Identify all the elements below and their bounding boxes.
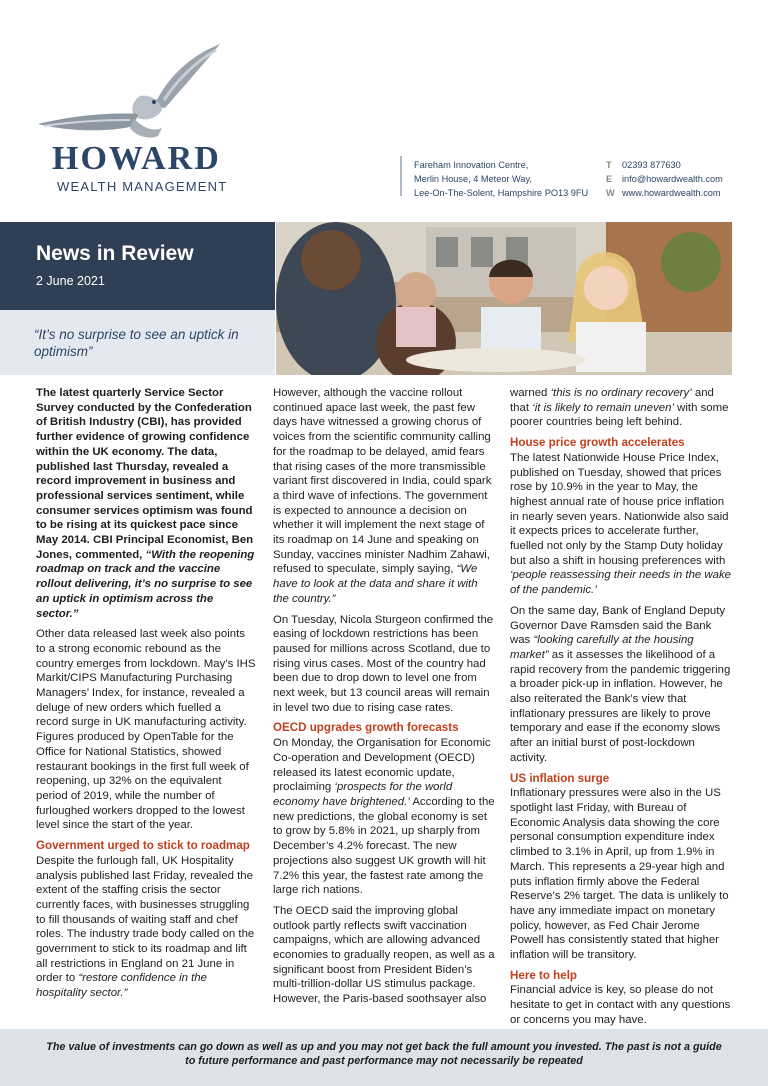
address-divider [400, 156, 402, 196]
brand-subtitle: WEALTH MANAGEMENT [57, 179, 228, 194]
paragraph-economic-rebound: Other data released last week also points to a strong economic rebound as the country emerges from lockdown. May’s IHS Markit/CIPS Manufacturing Purchasing Managers’ Index, for instance, revealed a deluge of new orders which fuelled a record surge in UK manufacturing activity. Figures produced by OpenTable for the Office for National Statistics, showed restaurant bookings in the first full week of reopening, up 32% on the equivalent period of 2019, while the number of furloughed workers dropped to the lowest level since the start of the year. [36, 628, 256, 832]
vaccine-text: However, although the vaccine rollout continued apace last week, the past few days have witnessed a growing chorus of voices from the scientific community calling for the roadmap to be delayed, amid fears that rising cases of the more transmissible variant first discovered in India, could spark a third wave of infections. The government is expected to announce a decision on whether it will implement the next stage of its roadmap on 14 June and speaking on Sunday, vaccines minister Nadhim Zahawi, refused to speculate, simply saying, [273, 387, 492, 576]
paragraph-oecd-outlook: The OECD said the improving global outlook partly reflects swift vaccination campaigns, which are allowing advanced economies to gradually reopen, as well as a significant boost from President Biden’s multi-trillion-dollar US stimulus package. However, the Paris-based soothsayer also [273, 904, 495, 1006]
brand-name: HOWARD [52, 140, 221, 177]
heading-house-prices: House price growth accelerates [510, 436, 685, 450]
page-title: News in Review [36, 242, 194, 265]
disclaimer-footer [0, 1029, 768, 1086]
paragraph-us-inflation: Inflationary pressures were also in the US spotlight last Friday, with Bureau of Economic Analysis data showing the core personal consumption expenditure index climbed to 3.1% in April, up from 1.9% in March. This represents a 29-year high and puts inflation firmly above the Federal Reserve’s 2% target. The data is unlikely to have any immediate impact on monetary policy, however, as Fed Chair Jerome Powell has consistently stated that higher inflation will be transitory. [510, 787, 729, 962]
paragraph-help: Financial advice is key, so please do not hesitate to get in contact with any questions or concerns you may have. [510, 984, 731, 1026]
warning-text-a: warned [510, 387, 548, 399]
heading-here-to-help: Here to help [510, 968, 577, 982]
contact-details [606, 158, 723, 200]
paragraph-scotland: On Tuesday, Nicola Sturgeon confirmed the easing of lockdown restrictions has been paused for millions across Scotland, due to rising virus cases. Most of the country had been due to drop down to level one from next week, but 13 council areas will remain in level two due to rising case rates. [273, 613, 494, 714]
paragraph-oecd-warning [510, 386, 732, 430]
phone-label: T [606, 160, 612, 170]
oecd-text-b: According to the new predictions, the global economy is set to grow by 5.8% in 2021, up sharply from December’s 4.2% forecast. The new projections also suggest UK growth will hit 7.2% this year, the fastest rate among the large rich nations. [273, 795, 495, 897]
warning-text-c: with some poorer countries being left behind. [510, 401, 729, 429]
article-column-2 [273, 386, 495, 1013]
nationwide-text: The latest Nationwide House Price Index, published on Tuesday, showed that prices rose by 10.9% in the year to May, the highest annual rate of house price inflation in nearly seven years. Nationwide also said it expects prices to accelerate further, fuelled not only by the Stamp Duty holiday but also a shift in housing preferences with [510, 451, 729, 567]
header-photo [276, 222, 732, 375]
website-link[interactable]: www.howardwealth.com [622, 188, 721, 198]
office-address [414, 158, 588, 200]
boe-text-b: as it assesses the likelihood of a rapid recovery from the pandemic triggering a broader pick-up in inflation. However, he also reiterated the Bank’s view that inflationary pressures are likely to prove temporary and ease if the economy slows after an initial burst of post-lockdown activity. [510, 648, 731, 764]
oecd-text-a: On Monday, the Organisation for Economic Co-operation and Development (OECD) released its latest economic update, proclaiming [273, 737, 491, 794]
address-line-3: Lee-On-The-Solent, Hampshire PO13 9FU [414, 188, 589, 198]
heading-us-inflation: US inflation surge [510, 771, 610, 785]
zahawi-quote: “We have to look at the data and share it with the country.” [273, 563, 478, 605]
oecd-quote: ‘prospects for the world economy have brightened.’ [273, 781, 453, 808]
warning-quote-2: ‘it is likely to remain uneven’ [532, 401, 674, 414]
lead-intro: The latest quarterly Service Sector Survey conducted by the Confederation of British Industry (CBI), has provided further evidence of growing confidence within the UK economy. The data, published last Thursday, revealed a record improvement in business and professional services sentiment, while consumer services optimism was found to be rising at its quickest pace since May 2014. CBI Principal Economist, Ben Jones, commented, [36, 387, 254, 561]
hospitality-text: Despite the furlough fall, UK Hospitality analysis published last Friday, revealed the extent of the staffing crisis the sector currently faces, with businesses struggling to fill thousands of waiting staff and chef roles. The industry trade body called on the government to stick to its roadmap and lift all restrictions in England on 21 June in order to [36, 854, 255, 985]
address-line-1: Fareham Innovation Centre, [414, 160, 529, 170]
issue-date: 2 June 2021 [36, 274, 105, 288]
email-link[interactable]: info@howardwealth.com [622, 174, 723, 184]
paragraph-oecd-update [273, 736, 495, 898]
address-line-2: Merlin House, 4 Meteor Way, [414, 174, 532, 184]
email-label: E [606, 174, 613, 184]
paragraph-hospitality [36, 854, 256, 1001]
lead-paragraph [36, 386, 256, 621]
paragraph-vaccine-rollout [273, 386, 495, 607]
paragraph-nationwide [510, 451, 732, 598]
title-banner [0, 222, 275, 310]
boe-text-a: On the same day, Bank of England Deputy Governor Dave Ramsden said the Bank was [510, 604, 726, 647]
hospitality-quote: “restore confidence in the hospitality sector.” [36, 972, 207, 1000]
phone-number[interactable]: 02393 877630 [622, 160, 681, 170]
web-label: W [606, 188, 615, 198]
heading-oecd: OECD upgrades growth forecasts [273, 721, 459, 735]
article-column-1 [36, 386, 256, 1007]
heading-roadmap: Government urged to stick to roadmap [36, 839, 250, 853]
lead-quote: “With the reopening roadmap on track and the vaccine rollout delivering, it’s no surprise to see an uptick in optimism across the sector.” [36, 548, 255, 620]
disclaimer-text: The value of investments can go down as well as up and you may not get back the full amount you invested. The past is not a guide to future performance and past performance may not necessarily be repeated [46, 1041, 722, 1067]
paragraph-boe [510, 604, 732, 766]
pull-quote: “It’s no surprise to see an uptick in optimism” [34, 327, 239, 359]
warning-quote-1: ‘this is no ordinary recovery’ [550, 387, 692, 399]
nationwide-quote: ‘people reassessing their needs in the wake of the pandemic.’ [510, 569, 731, 597]
pull-quote-box [0, 310, 275, 375]
article-column-3 [510, 386, 732, 1034]
boe-quote: “looking carefully at the housing market” [510, 634, 694, 661]
warning-text-b: and that [510, 387, 714, 414]
